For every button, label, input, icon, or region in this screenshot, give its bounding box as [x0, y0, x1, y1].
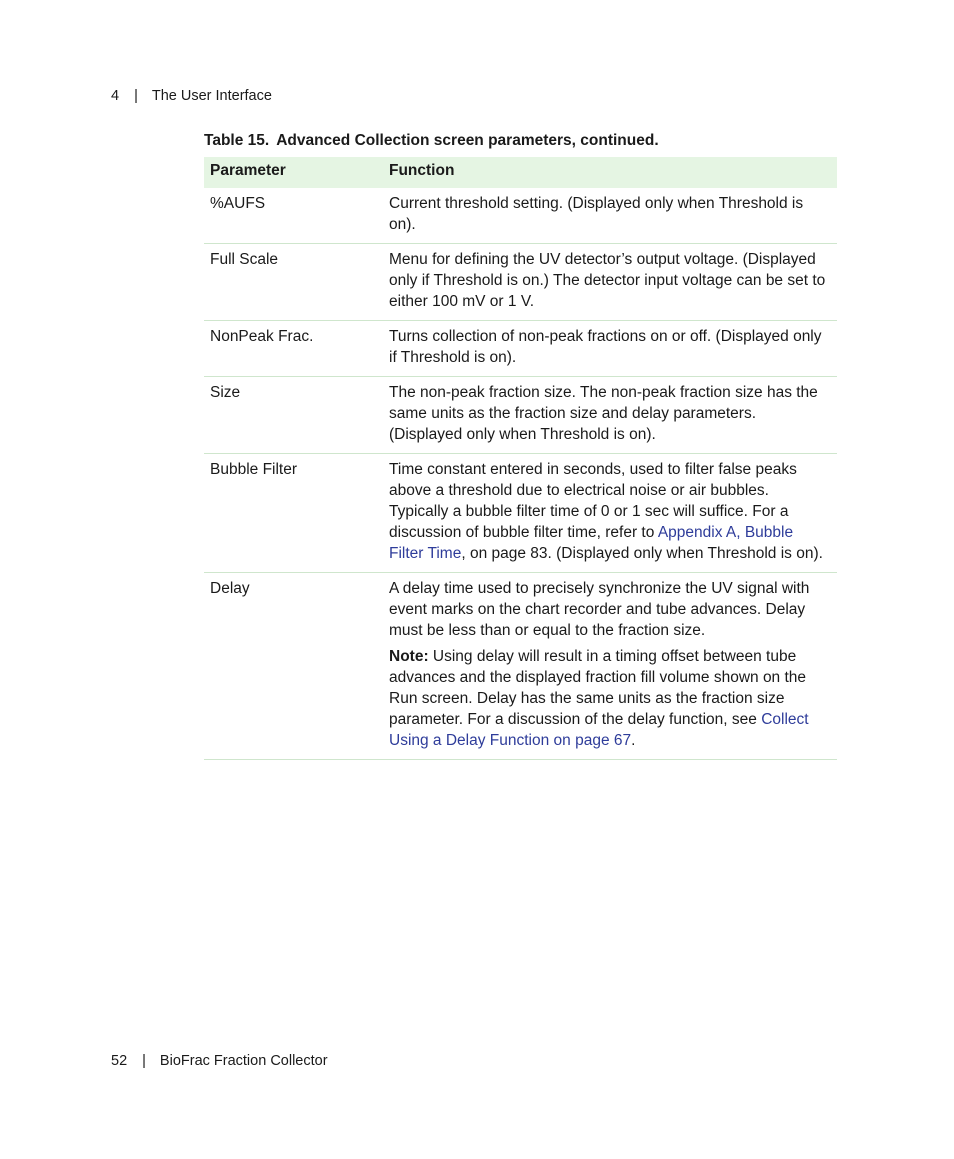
table-caption — [204, 131, 659, 151]
function-cell: The non-peak fraction size. The non-peak fraction size has the same units as the fraction size and delay parameters. (Displayed only when Threshold is on). — [383, 377, 837, 454]
note-label: Note: — [389, 648, 429, 665]
column-header-parameter: Parameter — [204, 157, 383, 188]
function-cell — [383, 454, 837, 573]
table-caption-label: Table 15. — [204, 132, 270, 149]
function-text-end: , on page 83. (Displayed only when Threshold is on). — [461, 545, 823, 562]
table-row — [204, 377, 837, 454]
parameter-cell: Full Scale — [204, 244, 383, 321]
chapter-title: The User Interface — [151, 88, 272, 104]
book-title: BioFrac Fraction Collector — [159, 1053, 328, 1069]
table-row — [204, 454, 837, 573]
function-cell: Menu for defining the UV detector’s output voltage. (Displayed only if Threshold is on.) The detector input voltage can be set to either 100 mV or 1 V. — [383, 244, 837, 321]
function-text: Time constant entered in seconds, used to filter false peaks above a threshold due to electrical noise or air bubbles. Typically a bubble filter time of 0 or 1 sec will suffice. For a discussion of bubble filter time, refer to — [389, 461, 797, 541]
table-row — [204, 321, 837, 377]
header-separator: | — [134, 88, 138, 104]
table-row — [204, 244, 837, 321]
note-paragraph — [389, 646, 831, 751]
parameter-cell: Delay — [204, 573, 383, 760]
note-end: . — [631, 732, 636, 749]
parameter-cell: Size — [204, 377, 383, 454]
appendix-a-link[interactable]: Appendix A, Bubble Filter Time — [389, 524, 794, 562]
footer-separator: | — [142, 1053, 146, 1069]
running-header — [111, 87, 272, 105]
table-row — [204, 188, 837, 244]
note-text: Using delay will result in a timing offset between tube advances and the displayed fraction fill volume shown on the Run screen. Delay has the same units as the fraction size parameter. For a discussion of the delay function, see — [389, 648, 807, 728]
function-cell: Current threshold setting. (Displayed only when Threshold is on). — [383, 188, 837, 244]
running-footer — [111, 1052, 328, 1070]
function-cell: Turns collection of non-peak fractions on or off. (Displayed only if Threshold is on). — [383, 321, 837, 377]
parameter-cell: NonPeak Frac. — [204, 321, 383, 377]
function-cell — [383, 573, 837, 760]
parameter-cell: %AUFS — [204, 188, 383, 244]
function-text: A delay time used to precisely synchronize the UV signal with event marks on the chart recorder and tube advances. Delay must be less than or equal to the fraction size. — [389, 580, 810, 639]
parameters-table — [204, 157, 837, 760]
page-number: 52 — [111, 1053, 128, 1069]
table-header-row — [204, 157, 837, 188]
table-row — [204, 573, 837, 760]
chapter-number: 4 — [111, 88, 120, 104]
parameter-cell: Bubble Filter — [204, 454, 383, 573]
delay-function-link[interactable]: Collect Using a Delay Function on page 67 — [389, 711, 809, 749]
column-header-function: Function — [383, 157, 837, 188]
table-caption-title: Advanced Collection screen parameters, continued. — [276, 132, 659, 149]
